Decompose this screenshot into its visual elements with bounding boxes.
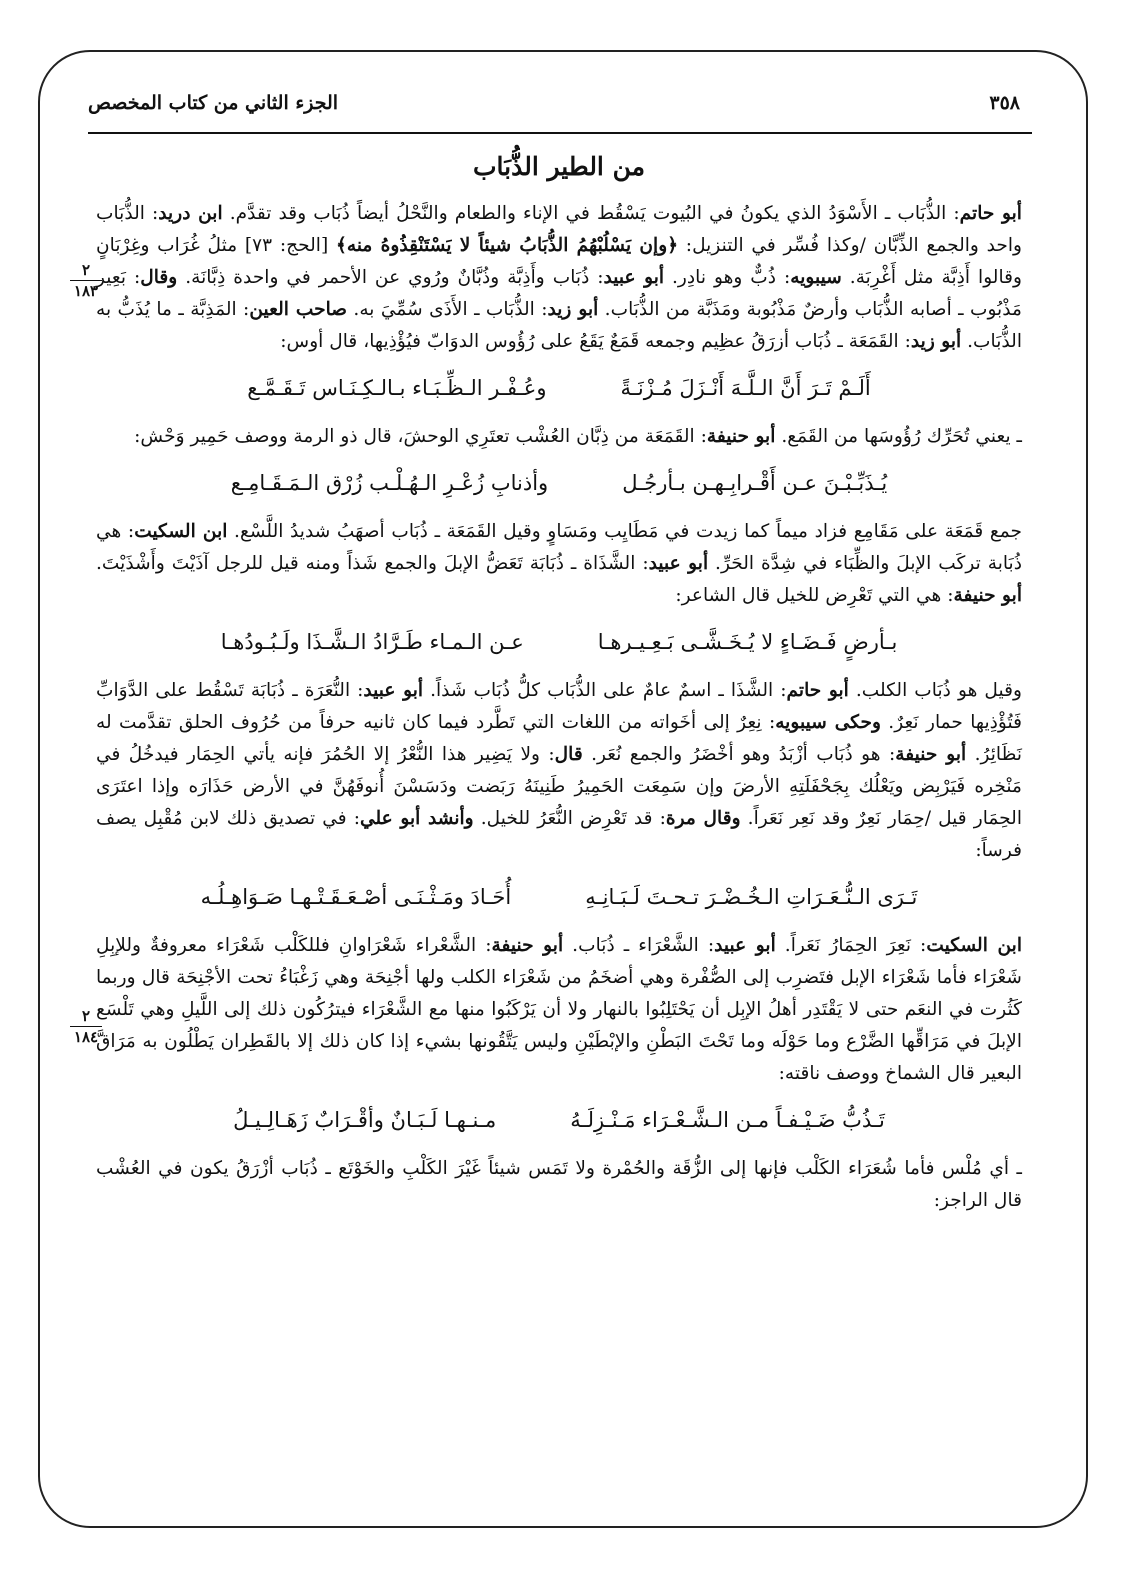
page-header [88, 86, 1020, 116]
main-text [96, 148, 1022, 1217]
hemistich: أُحَـادَ ومَـثْـنَـى أصْـعَـقَـتْـهـا صَـوَاهِـلُـه [200, 885, 512, 909]
author-citation: أبو حنيفة [706, 426, 776, 447]
poetry-verse [96, 466, 1022, 500]
text-segment: : ذُبَاب وأَذِبَّة وذُبَّانٌ ورُوي عن الأحمر في واحدة ذِبَّانَة. [177, 267, 604, 288]
page-number: ٣٥٨ [989, 92, 1020, 114]
text-segment: : الشَّذَاة ـ ذُبَابَة تَعَضُّ الإبلَ والجمع شَذاً ومنه قيل للرجل آذَيْتَ وأَشْذَيْتَ. [96, 553, 649, 574]
text-segment: وقيل هو ذُبَاب الكلب. [848, 680, 1022, 701]
author-citation: ﴿وإن يَسْلُبْهُمُ الذُّبَابُ شيئاً لا يَسْتَنْقِذُوهُ منه﴾ [335, 235, 679, 256]
author-citation: وقال مرة [665, 808, 741, 829]
text-segment: : ذُبٌّ وهو نادِر. [664, 267, 791, 288]
author-citation: وحكى سيبويه [775, 712, 881, 733]
text-segment: : الشَّذَا ـ اسمٌ عامٌ على الذُّبَاب كلُّ ذُبَاب شَذاً. [423, 680, 787, 701]
poetry-verse [96, 625, 1022, 659]
author-citation: سيبويه [790, 267, 842, 288]
text-segment: : الذُّبَاب ـ الأَسْوَدُ الذي يكونُ في البُيوت يَسْقُط في الإناء والطعام والنَّحْلُ أيضاً ذُبَاب وقد تقدَّم. [222, 203, 960, 224]
paragraph [96, 1153, 1022, 1217]
author-citation: أبو عبيد [714, 935, 776, 956]
paragraph [96, 516, 1022, 612]
margin-note-page: ١٨٣ [73, 282, 99, 300]
text-segment: : النُّعَرَة ـ ذُبَابَة تَسْقُط على الدَّوَابِّ فَتُؤْذِيها حمار نَعِرٌ. [96, 680, 1023, 733]
text-segment: : نَعِرَ الحِمَارُ نَعَراً. [775, 935, 927, 956]
text-segment: ـ أي مُلْس فأما شُعَرَاء الكَلْب فإنها إلى الزُّقَة والحُمْرة ولا تَمَس شيئاً غَيْرَ الكَلْبِ والخَوْتَع ـ ذُبَاب أزْرَقُ يكون في العُشْب قال الراجز: [96, 1158, 1022, 1211]
hemistich: وأذنابِ زُعْـرِ الـهُـلْـب زُرْق الـمَـقَـامِـع [230, 471, 549, 495]
author-citation: أبو عبيد [363, 680, 424, 701]
author-citation: وقال [140, 267, 178, 288]
hemistich: يُـذَبِّـبْـنَ عـن أَقْـرابِـهـن بـأرجُـل [622, 471, 888, 495]
margin-note-volume: ٢ [70, 1008, 102, 1027]
author-citation: قال [554, 744, 583, 765]
text-segment: : الذُّبَاب ـ الأَذَى سُمِّيَ به. [347, 299, 548, 320]
author-citation: أبو حاتم [786, 680, 849, 701]
text-blocks [96, 198, 1022, 1217]
paragraph [96, 930, 1022, 1090]
author-citation: وأنشد أبو علي [360, 808, 474, 829]
hemistich: وعُـفْـر الـظِّـبَـاء بـالـكِـنَـاس تَـقَـمَّـع [247, 376, 547, 400]
text-segment: : الشَّعْرَاء ـ ذُبَاب. [563, 935, 715, 956]
text-segment: : ولا يَضِير هذا النُّعْرُ إلا الحُمُرَ فإنه يأتي الحِمَار فيدخُلُ في مَنْخِره فَيَرْبِض ويَعْلُك بِجَحْفَلَتِهِ الأرضَ وإن سَمِعَت الحَمِيرُ طَنِينَهُ رَبَضت ودَسَسْنَ أُنوفَهُنَّ في الأرض حَذَارَه وإذا اعتَرَى الحِمَار قيل /حِمَار نَعِرٌ وقد نَعِر نَعَراً. [96, 744, 1022, 829]
hemistich: تَـذُبُّ ضَـيْـفـاً مـن الـشَّـعْـرَاء مَـنْـزِلَـهُ [570, 1108, 885, 1132]
header-rule [88, 132, 1032, 134]
text-segment: : نِعِرٌ إلى أخَواته من اللغات التي تَطَّرد فيما كان ثانيه حرفاً من حُرُوف الحلق تقدَّمت له نَظَائِرُ. [96, 712, 1023, 765]
text-segment: : هو ذُبَاب أزْبَدُ وهو أخْضَرُ والجمع نُعَر. [582, 744, 896, 765]
author-citation: ابن السكيت [134, 521, 228, 542]
author-citation: أبو زيد [910, 331, 962, 352]
poetry-verse [96, 371, 1022, 405]
hemistich: مـنـهـا لَـبَـانٌ وأقْـرَابٌ زَهَـالِـيـلُ [233, 1108, 497, 1132]
author-citation: أبو زيد [547, 299, 599, 320]
text-segment: : الذُّبَاب واحد والجمع الذِّبَّان /وكذا فُسِّر في التنزيل: [96, 203, 1023, 256]
text-segment: : القَمَعَة من ذِبَّان العُشْب تعتَرِي الوحشَ، قال ذو الرمة ووصف حَمِير وَحْش: [134, 426, 707, 447]
author-citation: صاحب العين [249, 299, 348, 320]
poetry-verse [96, 880, 1022, 914]
paragraph [96, 198, 1022, 358]
text-segment: [الحج: ٧٣] مثلُ غُرَاب وغِرْبَانٍ وقالوا أَذِبَّة مثل أَغْرِبَة. [96, 235, 1022, 288]
author-citation: ابن السكيت [926, 935, 1022, 956]
hemistich: بـأرضٍ فَـضَـاءٍ لا يُـخَـشَّـى بَـعِـيـرهـا [597, 630, 898, 654]
text-segment: : المَذِبَّة ـ ما يُذَبُّ به الذُّبَاب. [96, 299, 1022, 352]
hemistich: عـن الـمـاء طَـرَّادُ الـشَّـذَا ولَـبُـودُهـا [220, 630, 524, 654]
author-citation: أبو حنيفة [491, 935, 564, 956]
text-segment: : هي التي تَعْرِض للخيل قال الشاعر: [675, 585, 954, 606]
poetry-verse [96, 1103, 1022, 1137]
text-segment: : القَمَعَة ـ ذُبَاب أزرَقُ عظِيم وجمعه قَمَعٌ يَقَعُ على رُؤُوس الدوَابّ فيُؤْذِيها، قال أوس: [280, 331, 911, 352]
text-segment: : في تصديق ذلك لابن مُقْبِل يصف فرساً: [96, 808, 1022, 861]
hemistich: تَـرَى الـنُّـعَـرَاتِ الـخُـضْـرَ تـحـتَ لَـبَـانِـهِ [585, 885, 918, 909]
author-citation: أبو حنيفة [953, 585, 1022, 606]
text-segment: : الشَّعْراء شَعْرَاوانِ فللكَلْب شَعْرَاء معروفةٌ وللإبِلِ شَعْرَاء فأما شَعْرَاء الإبل فتَضرِب إلى الصُّفْرة وهي أضخَمُ من شَعْرَاء الكلب ولها أجْنِحَة وهي زَغْبَاءُ تحت الأجْنِحَة قال وربما كَثُرت في النعَم حتى لا يَقْتَدِر أهلُ الإبِل أن يَحْتَلِبُوا بالنهار ولا أن يَرْكَبُوا منها مع الشَّعْرَاء فيترُكُون ذلك إلى اللَّيلِ وهي تَلْسَع الإبلَ في مَرَاقِّها الضَّرْع وما حَوْلَه وما تَحْتَ البَطْنِ والإبْطَيْنِ وليس يَتَّقُونها بشيء إذا كان ذلك إلا بالقَطِران يَطْلُون به مَرَاقَّ البعير قال الشماخ ووصف ناقته: [96, 935, 1022, 1084]
hemistich: أَلَـمْ تَـرَ أَنَّ الـلَّـهَ أَنْـزَلَ مُـزْنَـةً [620, 376, 871, 400]
text-segment: : بَعِير مَذْبُوب ـ أصابه الذُّبَاب وأرضٌ مَذْبُوبة ومَذَبَّة من الذُّبَاب. [96, 267, 1022, 320]
author-citation: أبو حنيفة [895, 744, 967, 765]
author-citation: أبو حاتم [959, 203, 1022, 224]
text-segment: ـ يعني تُحَرِّك رُؤُوسَها من القَمَع. [775, 426, 1022, 447]
author-citation: أبو عبيد [648, 553, 709, 574]
text-segment: : قد تَعْرِض النُّعَرُ للخيل. [473, 808, 666, 829]
margin-note-page: ١٨٤ [73, 1028, 99, 1046]
author-citation: أبو عبيد [603, 267, 665, 288]
text-segment: : هي ذُبَابة تركَب الإبلَ والظِّبَاء في شِدَّة الحَرِّ. [96, 521, 1022, 574]
paragraph [96, 421, 1022, 453]
section-heading: من الطير الذُّبَاب [472, 152, 646, 181]
running-title: الجزء الثاني من كتاب المخصص [88, 92, 339, 114]
text-segment: جمع قَمَعَة على مَقَامِع فزاد ميماً كما زيدت في مَطَايِب ومَسَاوٍ وقيل القَمَعَة ـ ذُبَاب أصهَبُ شديدُ اللَّسْع. [227, 521, 1022, 542]
author-citation: ابن دريد [158, 203, 223, 224]
margin-note-volume: ٢ [70, 262, 102, 281]
paragraph [96, 675, 1022, 867]
